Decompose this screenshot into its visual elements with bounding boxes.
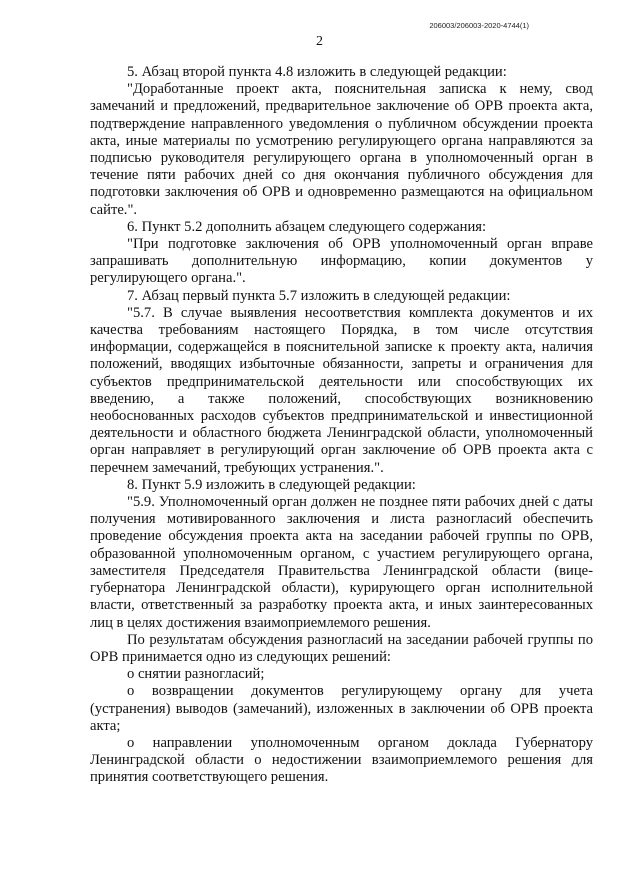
- list-item: о направлении уполномоченным органом доклада Губернатору Ленинградской области о недостижении взаимоприемлемого решения для принятия соответствующего решения.: [90, 734, 593, 786]
- document-body: [90, 64, 593, 787]
- paragraph-decisions-intro: По результатам обсуждения разногласий на заседании рабочей группы по ОРВ принимается одно из следующих решений:: [90, 631, 593, 665]
- decisions-list: [90, 666, 593, 786]
- document-id: 206003/206003-2020-4744(1): [429, 21, 529, 30]
- paragraph-4-8-text: "Доработанные проект акта, пояснительная записка к нему, свод замечаний и предложений, предварительное заключение об ОРВ проекта акта, подтверждение направленного уведомления о публичном обсуждении проекта акта, иные материалы по усмотрению регулирующего органа направляются за подписью руководителя регулирующего органа в уполномоченный орган в течение пяти рабочих дней со дня окончания публичного обсуждения для подготовки заключения об ОРВ и одновременно размещаются на официальном сайте.".: [90, 81, 593, 218]
- paragraph-8-heading: 8. Пункт 5.9 изложить в следующей редакции:: [127, 476, 416, 493]
- paragraph-6-heading: 6. Пункт 5.2 дополнить абзацем следующего содержания:: [127, 218, 487, 235]
- list-item: о снятии разногласий;: [127, 666, 265, 683]
- paragraph-5-9-text: "5.9. Уполномоченный орган должен не позднее пяти рабочих дней с даты получения мотивированного заключения и листа разногласий обеспечить проведение обсуждения проекта акта на заседании рабочей группы по ОРВ, образованной уполномоченным органом, с участием регулирующего органа, заместителя Председателя Правительства Ленинградской области (вице-губернатора Ленинградской области), курирующего орган исполнительной власти, ответственный за разработку проекта акта, и иных заинтересованных лиц в целях достижения взаимоприемлемого решения.: [90, 494, 593, 631]
- paragraph-7-heading: 7. Абзац первый пункта 5.7 изложить в следующей редакции:: [127, 287, 511, 304]
- page-number: 2: [316, 34, 323, 49]
- paragraph-5-7-text: "5.7. В случае выявления несоответствия комплекта документов и их качества требованиям настоящего Порядка, в том числе отсутствия информации, содержащейся в пояснительной записке к проекту акта, наличия положений, вводящих избыточные обязанности, запреты и ограничения для субъектов предпринимательской деятельности или способствующих их введению, а также положений, способствующих возникновению необоснованных расходов субъектов предпринимательской и инвестиционной деятельности и областного бюджета Ленинградской области, уполномоченный орган направляет в регулирующий орган заключение об ОРВ проекта акта с перечнем замечаний, требующих устранения.".: [90, 304, 593, 476]
- list-item: о возвращении документов регулирующему органу для учета (устранения) выводов (замечаний), изложенных в заключении об ОРВ проекта акта;: [90, 683, 593, 734]
- paragraph-5-heading: 5. Абзац второй пункта 4.8 изложить в следующей редакции:: [127, 64, 507, 80]
- paragraph-5-2-text: "При подготовке заключения об ОРВ уполномоченный орган вправе запрашивать дополнительную информацию, копии документов у регулирующего органа.".: [90, 236, 593, 287]
